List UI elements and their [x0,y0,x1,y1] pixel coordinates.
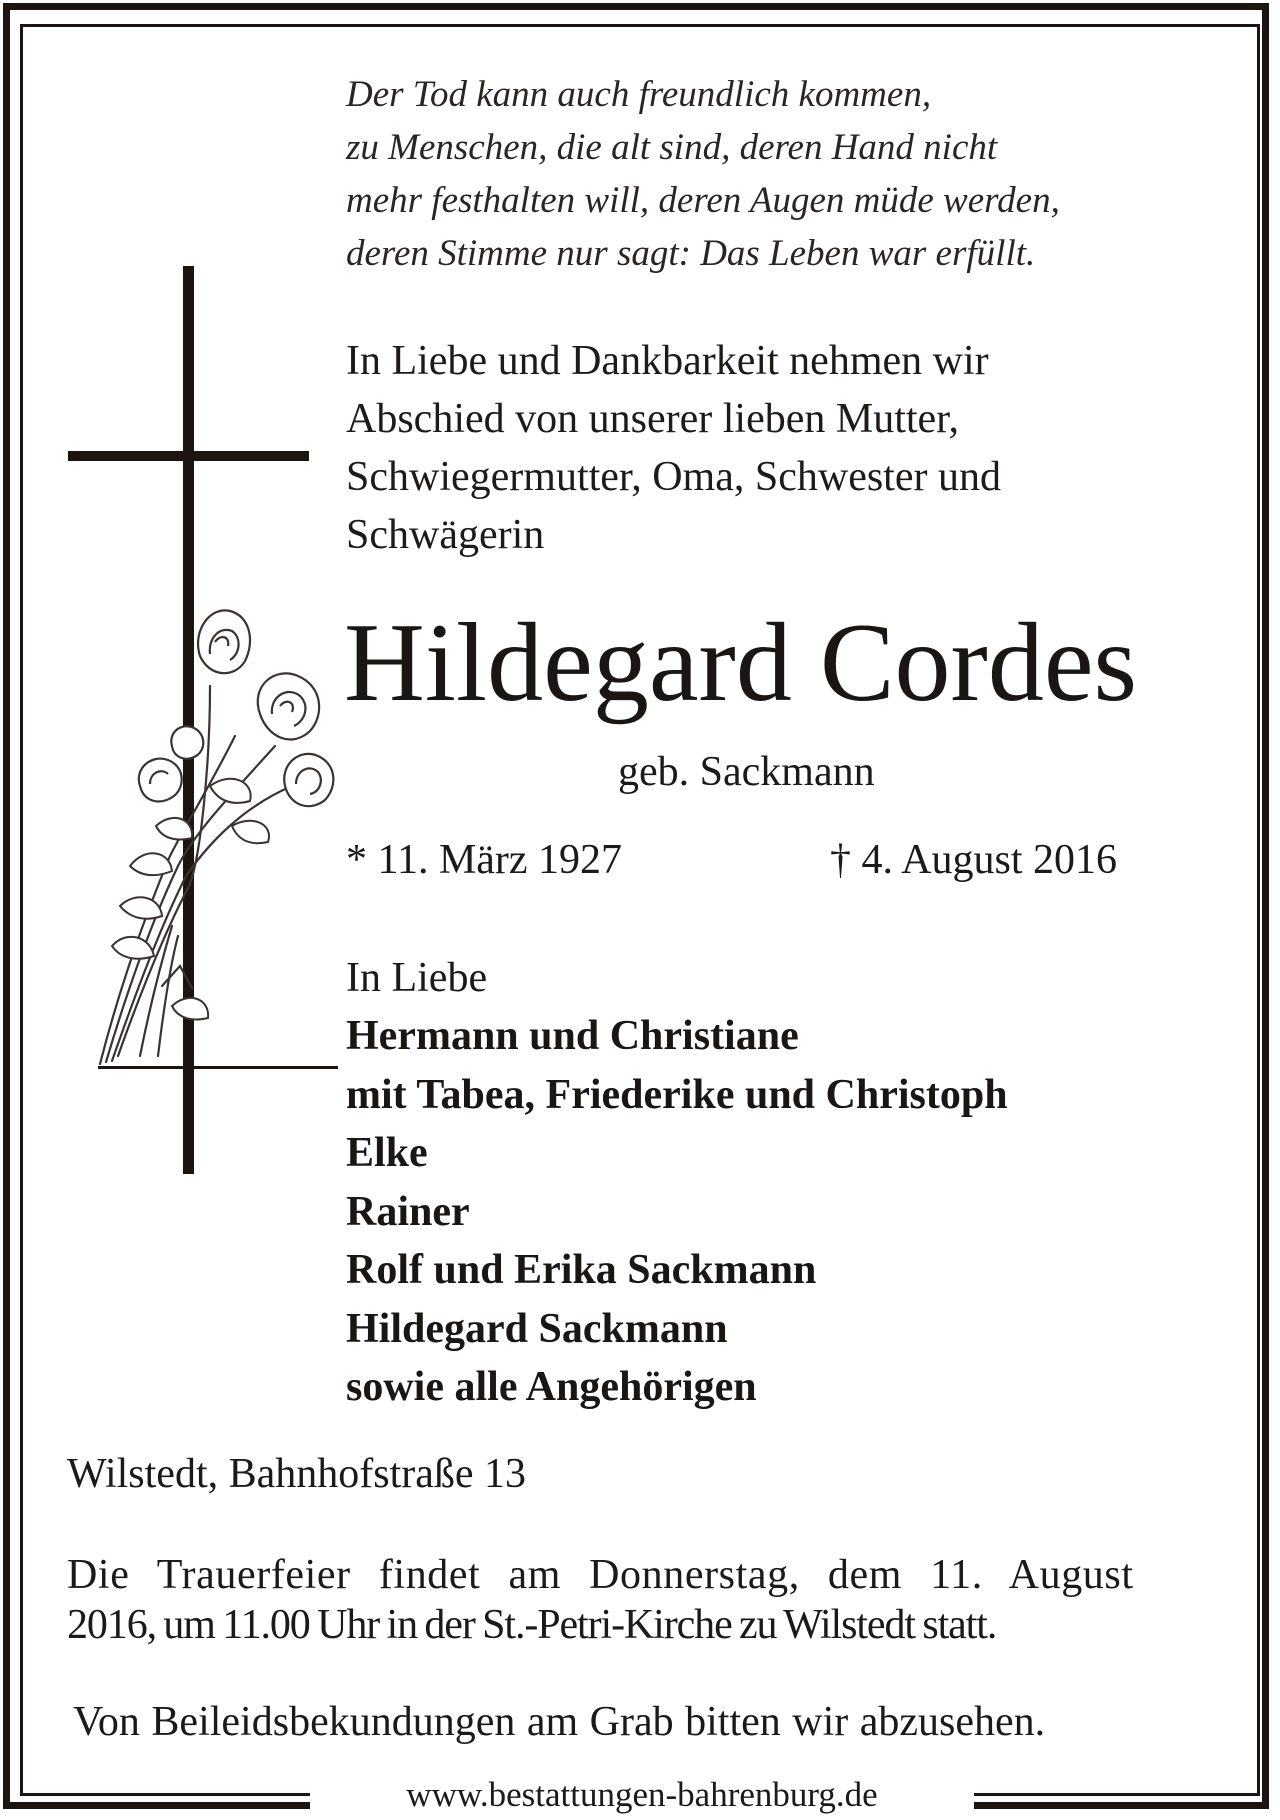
intro-line: Abschied von unserer lieben Mutter, [346,396,959,442]
mourner-item: Elke [346,1130,428,1176]
death-date: † 4. August 2016 [830,837,1118,883]
mourner-item: sowie alle Angehörigen [346,1364,757,1410]
intro-line: Schwägerin [346,512,545,558]
mourner-item: Hermann und Christiane [346,1013,799,1059]
poem-line: mehr festhalten will, deren Augen müde werden, [346,180,1060,221]
funeral-home-website[interactable]: www.bestattungen-bahrenburg.de [310,1770,974,1820]
mourners-intro: In Liebe [346,955,488,1001]
mourner-item: Rainer [346,1188,470,1235]
farewell-intro [346,332,1226,564]
mourners-list [346,1007,1008,1417]
cross-with-roses-icon [60,266,360,1181]
mourner-item: Rolf und Erika Sackmann [346,1247,817,1293]
birth-date: * 11. März 1927 [346,837,623,883]
intro-line: Schwiegermutter, Oma, Schwester und [346,454,1001,500]
ceremony-line: Die Trauerfeier findet am Donnerstag, dem 11. August [67,1552,1134,1598]
poem-verse [346,68,1226,280]
ceremony-line: 2016, um 11.00 Uhr in der St.-Petri-Kirche zu Wilstedt statt. [67,1602,997,1648]
intro-line: In Liebe und Dankbarkeit nehmen wir [346,338,989,384]
condolence-request: Von Beileidsbekundungen am Grab bitten wir abzusehen. [73,1699,1046,1745]
maiden-name: geb. Sackmann [618,749,875,795]
ceremony-notice [67,1550,1207,1650]
poem-line: zu Menschen, die alt sind, deren Hand nicht [346,127,998,168]
mourner-item: Hildegard Sackmann [346,1305,728,1352]
family-address: Wilstedt, Bahnhofstraße 13 [67,1451,527,1497]
deceased-name: Hildegard Cordes [344,601,1138,725]
poem-line: Der Tod kann auch freundlich kommen, [346,74,932,115]
poem-line: deren Stimme nur sagt: Das Leben war erfüllt. [346,233,1036,274]
mourner-item: mit Tabea, Friederike und Christoph [346,1071,1008,1118]
